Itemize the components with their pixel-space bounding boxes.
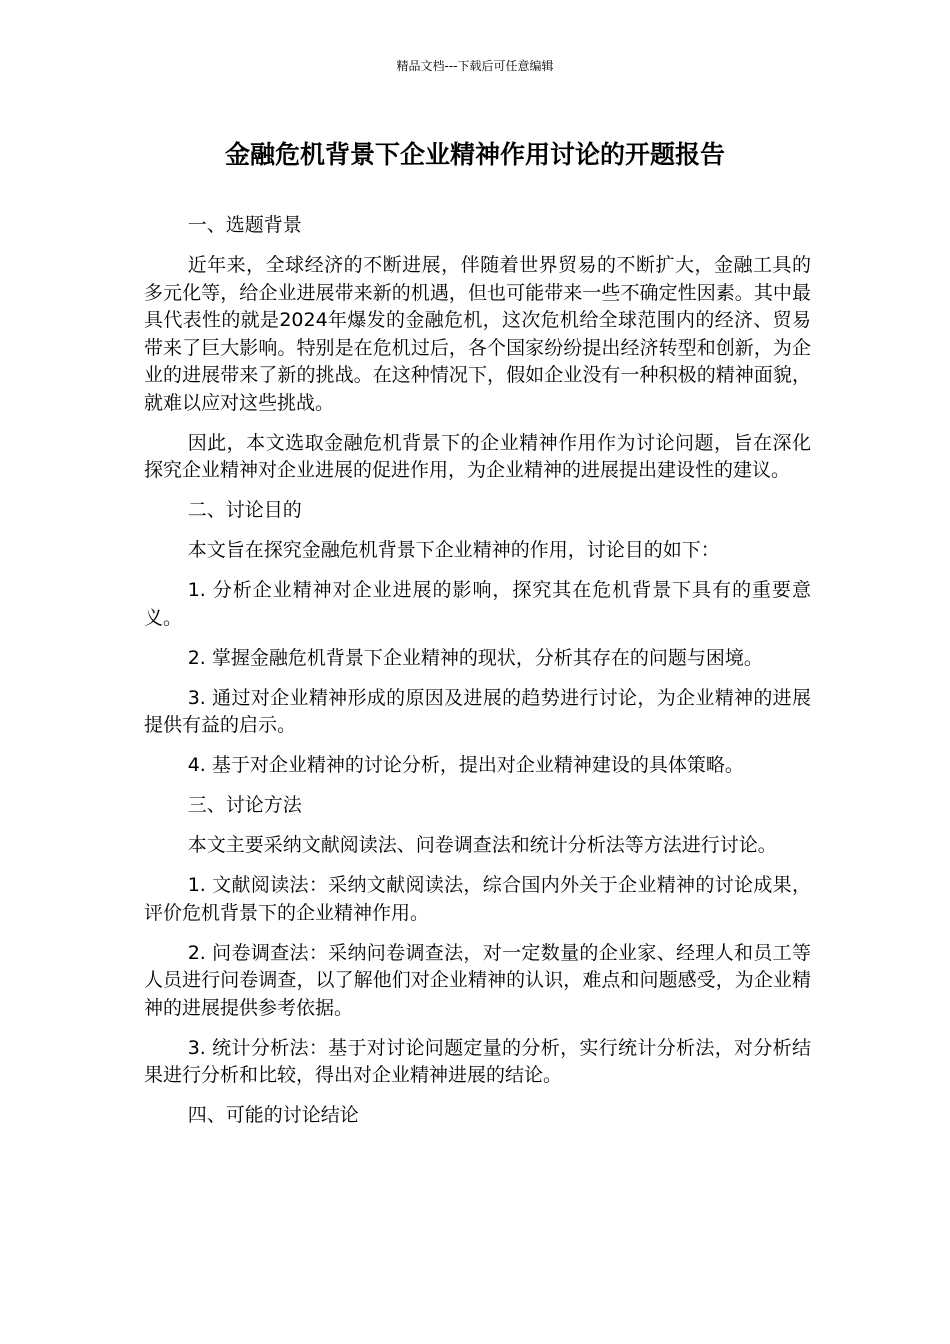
document-title: 金融危机背景下企业精神作用讨论的开题报告 — [224, 140, 725, 169]
list-item-method-questionnaire: 2. 问卷调查法：采纳问卷调查法，对一定数量的企业家、经理人和员工等人员进行问卷调查，以了解他们对企业精神的认识，难点和问题感受，为企业精神的进展提供参考依据。 — [144, 941, 811, 1019]
paragraph-methods-intro: 本文主要采纳文献阅读法、问卷调查法和统计分析法等方法进行讨论。 — [187, 834, 777, 856]
list-item-method-statistics: 3. 统计分析法：基于对讨论问题定量的分析，实行统计分析法，对分析结果进行分析和比较，得出对企业精神进展的结论。 — [144, 1036, 811, 1086]
section-heading-research-methods: 三、讨论方法 — [187, 794, 302, 816]
section-heading-topic-background: 一、选题背景 — [187, 214, 302, 236]
paragraph-purpose-intro: 本文旨在探究金融危机背景下企业精神的作用，讨论目的如下： — [187, 539, 720, 561]
list-item-purpose-3: 3. 通过对企业精神形成的原因及进展的趋势进行讨论，为企业精神的进展提供有益的启示。 — [144, 686, 811, 736]
paragraph-topic-choice: 因此，本文选取金融危机背景下的企业精神作用作为讨论问题，旨在深化探究企业精神对企业进展的促进作用，为企业精神的进展提出建设性的建议。 — [144, 431, 811, 481]
list-item-purpose-4: 4. 基于对企业精神的讨论分析，提出对企业精神建设的具体策略。 — [187, 754, 744, 776]
paragraph-background: 近年来，全球经济的不断进展，伴随着世界贸易的不断扩大，金融工具的多元化等，给企业进展带来新的机遇，但也可能带来一些不确定性因素。其中最具代表性的就是2024年爆发的金融危机，这次危机给全球范围内的经济、贸易带来了巨大影响。特别是在危机过后，各个国家纷纷提出经济转型和创新，为企业的进展带来了新的挑战。在这种情况下，假如企业没有一种积极的精神面貌，就难以应对这些挑战。 — [144, 254, 811, 414]
list-item-purpose-2: 2. 掌握金融危机背景下企业精神的现状，分析其存在的问题与困境。 — [187, 646, 763, 669]
section-heading-possible-conclusions: 四、可能的讨论结论 — [187, 1104, 359, 1126]
list-item-method-literature: 1. 文献阅读法：采纳文献阅读法，综合国内外关于企业精神的讨论成果，评价危机背景下的企业精神作用。 — [144, 874, 811, 924]
page-header-note: 精品文档---下载后可任意编辑 — [396, 59, 554, 73]
section-heading-research-purpose: 二、讨论目的 — [187, 499, 302, 521]
list-item-purpose-1: 1. 分析企业精神对企业进展的影响，探究其在危机背景下具有的重要意义。 — [144, 579, 811, 629]
document-body — [144, 212, 811, 1130]
